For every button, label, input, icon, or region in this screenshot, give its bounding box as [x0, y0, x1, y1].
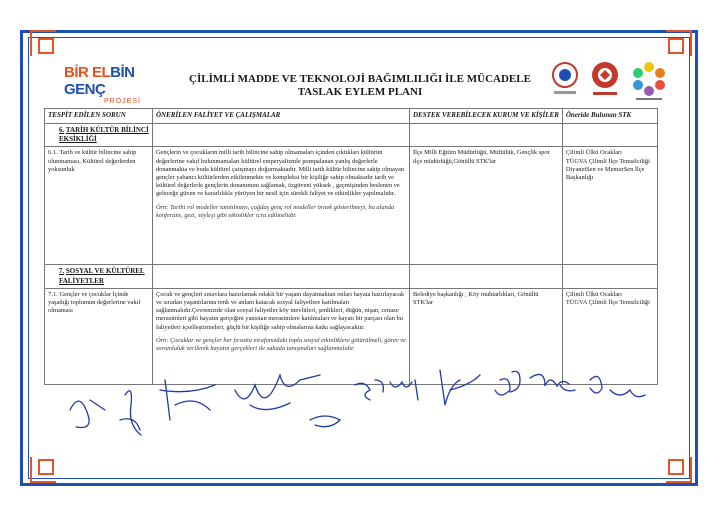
signature-2: [120, 391, 141, 435]
section-row: [45, 124, 658, 147]
column-header-problem: TESPİT EDİLEN SORUN: [45, 109, 153, 124]
activity-example: Örn: Tarihi rol modeller tanıtılmayı, çağdaş genç rol modeller örnek gösterilmeyi, bu alanda konferans, gezi, söyleşi gibi etkinlikler icra edilmelidir.: [155, 203, 395, 219]
support-text: İlçe Milli Eğitim Müdürlüğü, Müftülük, Gençlik spor ilçe müdürlüğü,Gönüllü STK'lar: [409, 147, 562, 265]
logo-subtext: PROJESİ: [104, 98, 141, 105]
logo-text-part1: BİR EL: [64, 64, 111, 81]
column-header-support: DESTEK VEREBİLECEK KURUM VE KİŞİLER: [409, 109, 562, 124]
project-logo: [64, 64, 164, 105]
signature-3: [160, 380, 215, 420]
signature-10: [590, 376, 645, 396]
column-header-activity: ÖNERİLEN FALİYET VE ÇALIŞMALAR: [152, 109, 409, 124]
activity-example: Örn: Çocuklar ve gençler her fırsatta etrafımızdaki toplu sosyal etkinliklere götürülmeli, görev ve sorumluluk verilerek hayatın gerçekleri ile sahada tanışmaları sağlanmalıdır.: [155, 336, 406, 353]
ngo-item: Çilimli Ülkü Ocakları: [565, 290, 622, 298]
page-title: [150, 73, 570, 99]
signature-1: [70, 400, 105, 428]
problem-text: Gençler ve çocuklar İçinde yaşadığı toplumun değerlerine vakıf olmaması: [48, 290, 141, 315]
signature-8: [495, 371, 520, 395]
partner-logos: [548, 60, 668, 102]
signature-9: [530, 374, 575, 390]
colorful-star-logo-icon: [630, 60, 668, 102]
corner-ornament: [38, 459, 54, 475]
signature-7: [440, 370, 480, 405]
title-line-1: ÇİLİMLİ MADDE VE TEKNOLOJİ BAĞIMLILIĞI İLE MÜCADELE: [189, 73, 531, 85]
title-line-2: TASLAK EYLEM PLANI: [297, 86, 423, 98]
logo-text-part2: BİN GENÇ: [64, 64, 135, 98]
section-row: [45, 265, 658, 288]
ngo-item: TÜGVA Çilimli İlçe Temsilciliği: [565, 299, 650, 307]
section-title: SOSYAL VE KÜLTÜREL FALİYETLER: [59, 267, 145, 285]
corner-ornament: [668, 38, 684, 54]
section-number: 6.: [59, 126, 65, 134]
activity-text: Çocuk ve gençleri sınavlara hazırlamak odaklı bir yaşam dayatmaktan onları hayata hazırlayacak ve sıradan yaşantılarına renk ve anlam katacak sosyal faliyetlere katılmaları sağlanmalıdır.Çevremizde olan sosyal faliyetler köy mevlitleri, şenlikleri, düğün, nişan, cenaze merasimleri gibi hayatın gerçeğini yansıtan merasimlere katılmaları ve hayatı bir parçası olan bu faliyetleri içselleştirmeleri, güçlü bir kişiliğe sahip olmalarına katkı sağlayacaktır.: [155, 290, 405, 331]
table-header-row: [45, 109, 658, 124]
item-number: 6.1.: [48, 149, 58, 157]
ministry-logo-icon: [548, 60, 582, 100]
signatures: [50, 360, 690, 460]
signature-5: [310, 416, 340, 427]
ngo-item: DiyanetSen ve MemurSen İlçe Başkanlığı: [565, 165, 645, 182]
activity-text: Gençlerin ve çocukların milli tarih bilincine sahip olmamaları içinden çıktıkları kültürün değerlerine vakıf bulunmamaları kültürel emperyalizmle pompalanan yanlış değerlerle donanmakta ve buda kültürel çatışmayı doğurmaktadır. Milli tarih kültür bilincine sahip olmayan gençler yabancı kültürlerden etkilenmekte ve kompleksi bir kişiliğe sahip olmaktadır tarih ve kültürel değerlerle gençlerin donanımını sağlamak, özgüveni yüksek , geçmişinden beslenen ve geleceğe güven ve kararlılıkla yürüyen bir nesil için sürekli faliyet ve etkinlikler yapılmalıdır.: [155, 149, 405, 198]
corner-ornament: [38, 38, 54, 54]
column-header-ngo: Öneride Bulunan STK: [562, 109, 657, 124]
corner-ornament: [668, 459, 684, 475]
section-number: 7.: [59, 267, 65, 276]
section-title: TARİH KÜLTÜR BİLİNCİ EKSİKLİĞİ: [59, 126, 149, 144]
problem-text: Tarih ve kültür bilincine sahip olunmaması, Kültürel değerlerden yoksunluk: [48, 149, 137, 173]
signature-4: [235, 375, 320, 410]
organization-logo-icon: [588, 60, 622, 102]
support-text: Belediye başkanlığı , Köy muhtarlıkları, Gönüllü STK'lar: [409, 288, 562, 384]
action-plan-table: [44, 108, 658, 385]
ngo-item: Çilimli Ülkü Ocakları: [565, 149, 622, 157]
signature-6: [355, 380, 418, 400]
ngo-item: TÜGVA Çilimli İlçe Temsilciliği: [565, 157, 650, 165]
item-number: 7.1.: [48, 290, 58, 298]
table-row: [45, 147, 658, 265]
